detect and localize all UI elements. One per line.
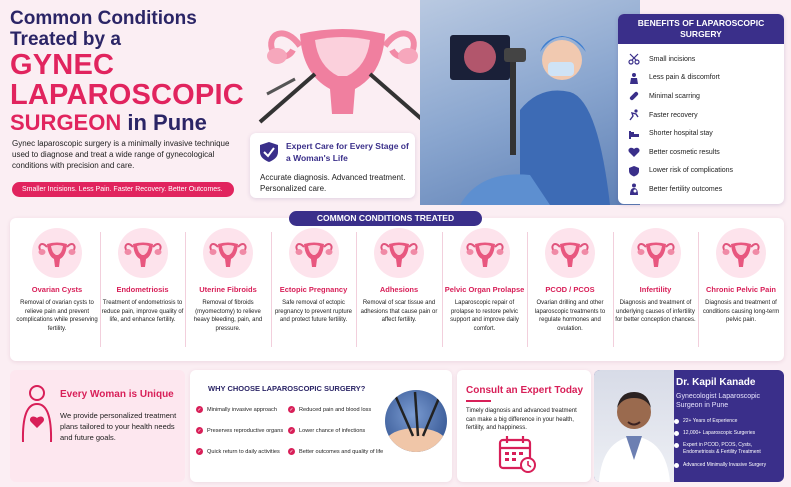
- condition-uterus-icon: [545, 228, 595, 278]
- doctor-point: [674, 442, 782, 456]
- benefit-item: [628, 106, 784, 125]
- bullet-icon: [674, 443, 679, 448]
- benefit-item: [628, 50, 784, 69]
- title-underline: [466, 400, 491, 402]
- why-card: [190, 370, 452, 482]
- title-line-4: LAPAROSCOPIC: [10, 79, 244, 111]
- condition-divider: [356, 232, 357, 347]
- surgeon-photo: [420, 0, 640, 205]
- tagline-pill: Smaller Incisions. Less Pain. Faster Recovery. Better Outcomes.: [12, 182, 234, 197]
- condition-name: Ectopic Pregnancy: [279, 285, 348, 294]
- condition-uterus-icon: [289, 228, 339, 278]
- doctor-photo: [594, 370, 674, 482]
- condition-name: Infertility: [639, 285, 672, 294]
- condition-card: [698, 226, 784, 356]
- benefits-title: BENEFITS OF LAPAROSCOPIC SURGERY: [618, 14, 784, 44]
- condition-uterus-icon: [118, 228, 168, 278]
- condition-desc: Removal of fibroids (myomectomy) to relieve heavy bleeding, pain, and pressure.: [193, 300, 263, 332]
- why-item: [288, 448, 383, 455]
- benefit-item: [628, 143, 784, 162]
- why-item: [196, 427, 283, 434]
- condition-card: [271, 226, 357, 356]
- condition-uterus-icon: [460, 228, 510, 278]
- mother-icon: [628, 183, 640, 195]
- person-icon: [628, 72, 640, 84]
- condition-card: [356, 226, 442, 356]
- condition-divider: [527, 232, 528, 347]
- bullet-icon: [674, 431, 679, 436]
- condition-name: Uterine Fibroids: [199, 285, 257, 294]
- condition-name: Adhesions: [379, 285, 419, 294]
- scissors-icon: [628, 53, 640, 65]
- shield-icon: [259, 141, 279, 163]
- condition-name: PCOD / PCOS: [545, 285, 595, 294]
- title-surgeon: SURGEON: [10, 110, 122, 135]
- check-icon: ✓: [197, 406, 202, 413]
- condition-name: Pelvic Organ Prolapse: [444, 285, 525, 294]
- consult-title: Consult an Expert Today: [466, 385, 584, 396]
- woman-heart-icon: [20, 384, 54, 444]
- bandage-icon: [628, 90, 640, 102]
- uterus-illustration: [255, 4, 430, 124]
- conditions-title: COMMON CONDITIONS TREATED: [289, 211, 482, 226]
- condition-name: Endometriosis: [116, 285, 169, 294]
- doctor-card: [594, 370, 784, 482]
- benefits-list: [618, 44, 784, 199]
- why-item: [288, 427, 365, 434]
- benefits-panel: [618, 14, 784, 204]
- intro-text: Gynec laparoscopic surgery is a minimally invasive technique used to diagnose and treat a wide range of gynecological conditions with precision and care.: [12, 139, 230, 170]
- doctor-point: [674, 462, 782, 469]
- condition-card: [100, 226, 186, 356]
- bullet-icon: [674, 419, 679, 424]
- why-item: [196, 406, 277, 413]
- expert-card: [250, 133, 415, 198]
- unique-title: Every Woman is Unique: [60, 389, 174, 400]
- condition-desc: Removal of ovarian cysts to relieve pain and prevent complications while preserving fertility.: [16, 300, 98, 332]
- condition-name: Ovarian Cysts: [31, 285, 83, 294]
- condition-desc: Ovarian drilling and other laparoscopic treatments to regulate hormones and ovulation.: [534, 300, 606, 332]
- condition-name: Chronic Pelvic Pain: [705, 285, 777, 294]
- check-icon: ✓: [197, 427, 202, 434]
- condition-card: [14, 226, 100, 356]
- why-item-label: Preserves reproductive organs: [207, 427, 284, 434]
- benefit-item: [628, 69, 784, 88]
- why-item-label: Minimally invasive approach: [207, 406, 277, 413]
- doctor-name: Dr. Kapil Kanade: [676, 377, 756, 388]
- doctor-point-label: 12,000+ Laparoscopic Surgeries: [683, 430, 756, 436]
- consult-card: [457, 370, 591, 482]
- check-icon: ✓: [289, 427, 294, 434]
- unique-card: [10, 370, 185, 482]
- doctor-point-label: Advanced Minimally Invasive Surgery: [683, 462, 767, 468]
- bed-icon: [628, 128, 640, 140]
- benefit-label: Better cosmetic results: [649, 148, 720, 156]
- bullet-icon: [674, 463, 679, 468]
- title-in-pune: in Pune: [121, 110, 207, 135]
- why-title: WHY CHOOSE LAPAROSCOPIC SURGERY?: [208, 384, 366, 393]
- benefit-item: [628, 87, 784, 106]
- benefit-label: Small incisions: [649, 55, 696, 63]
- why-item: [288, 406, 371, 413]
- page-title: [10, 8, 270, 136]
- benefit-item: [628, 180, 784, 199]
- doctor-role: Gynecologist Laparoscopic Surgeon in Pune: [676, 393, 761, 409]
- condition-uterus-icon: [631, 228, 681, 278]
- condition-divider: [698, 232, 699, 347]
- benefit-label: Faster recovery: [649, 111, 698, 119]
- benefit-label: Less pain & discomfort: [649, 74, 720, 82]
- condition-divider: [100, 232, 101, 347]
- benefit-item: [628, 124, 784, 143]
- doctor-point: [674, 430, 782, 437]
- unique-text: We provide personalized treatment plans tailored to your health needs and future goals.: [60, 411, 177, 442]
- condition-uterus-icon: [32, 228, 82, 278]
- why-item-label: Lower chance of infections: [299, 427, 366, 434]
- title-line-1: Common Conditions: [10, 8, 197, 29]
- title-line-5: [10, 110, 270, 136]
- expert-title: Expert Care for Every Stage of a Woman's Life: [286, 141, 409, 163]
- benefit-item: [628, 162, 784, 181]
- why-item-label: Reduced pain and blood loss: [299, 406, 372, 413]
- condition-uterus-icon: [374, 228, 424, 278]
- condition-card: [527, 226, 613, 356]
- benefit-label: Better fertility outcomes: [649, 185, 723, 193]
- check-icon: ✓: [289, 406, 294, 413]
- why-item-label: Better outcomes and quality of life: [299, 448, 384, 455]
- benefit-label: Lower risk of complications: [649, 167, 734, 175]
- why-item: [196, 448, 280, 455]
- benefit-label: Shorter hospital stay: [649, 130, 713, 138]
- condition-desc: Treatment of endometriosis to reduce pain, improve quality of life, and enhance fertility.: [101, 300, 184, 323]
- condition-desc: Safe removal of ectopic pregnancy to prevent rupture and protect future fertility.: [274, 300, 353, 323]
- doctor-point-label: 22+ Years of Experience: [683, 418, 738, 424]
- doctor-point: [674, 418, 782, 425]
- benefit-label: Minimal scarring: [649, 92, 700, 100]
- calendar-icon: [497, 434, 537, 474]
- check-icon: ✓: [197, 448, 202, 455]
- doctor-point-label: Expert in PCOD, PCOS, Cysts, Endometriosis & Fertility Treatment: [683, 442, 761, 455]
- expert-desc: Accurate diagnosis. Advanced treatment. Personalized care.: [260, 173, 406, 193]
- condition-uterus-icon: [716, 228, 766, 278]
- condition-card: [613, 226, 699, 356]
- condition-uterus-icon: [203, 228, 253, 278]
- condition-desc: Laparoscopic repair of prolapse to restore pelvic support and improve daily comfort.: [450, 300, 519, 332]
- condition-card: [442, 226, 528, 356]
- shield-icon: [628, 165, 640, 177]
- condition-divider: [185, 232, 186, 347]
- title-line-3: GYNEC: [10, 49, 115, 81]
- title-line-2: Treated by a: [10, 29, 121, 50]
- condition-divider: [442, 232, 443, 347]
- heart-icon: [628, 146, 640, 158]
- condition-divider: [613, 232, 614, 347]
- condition-desc: Removal of scar tissue and adhesions that cause pain or affect fertility.: [360, 300, 438, 323]
- condition-card: [185, 226, 271, 356]
- consult-text: Timely diagnosis and advanced treatment can make a big difference in your health, fertility, and happiness.: [466, 408, 577, 431]
- condition-desc: Diagnosis and treatment of underlying causes of infertility for better conception chances.: [615, 300, 696, 323]
- why-item-label: Quick return to daily activities: [207, 448, 280, 455]
- condition-divider: [271, 232, 272, 347]
- check-icon: ✓: [289, 448, 294, 455]
- running-icon: [628, 109, 640, 121]
- surgery-photo: [385, 390, 447, 452]
- condition-desc: Diagnosis and treatment of conditions causing long-term pelvic pain.: [702, 300, 780, 323]
